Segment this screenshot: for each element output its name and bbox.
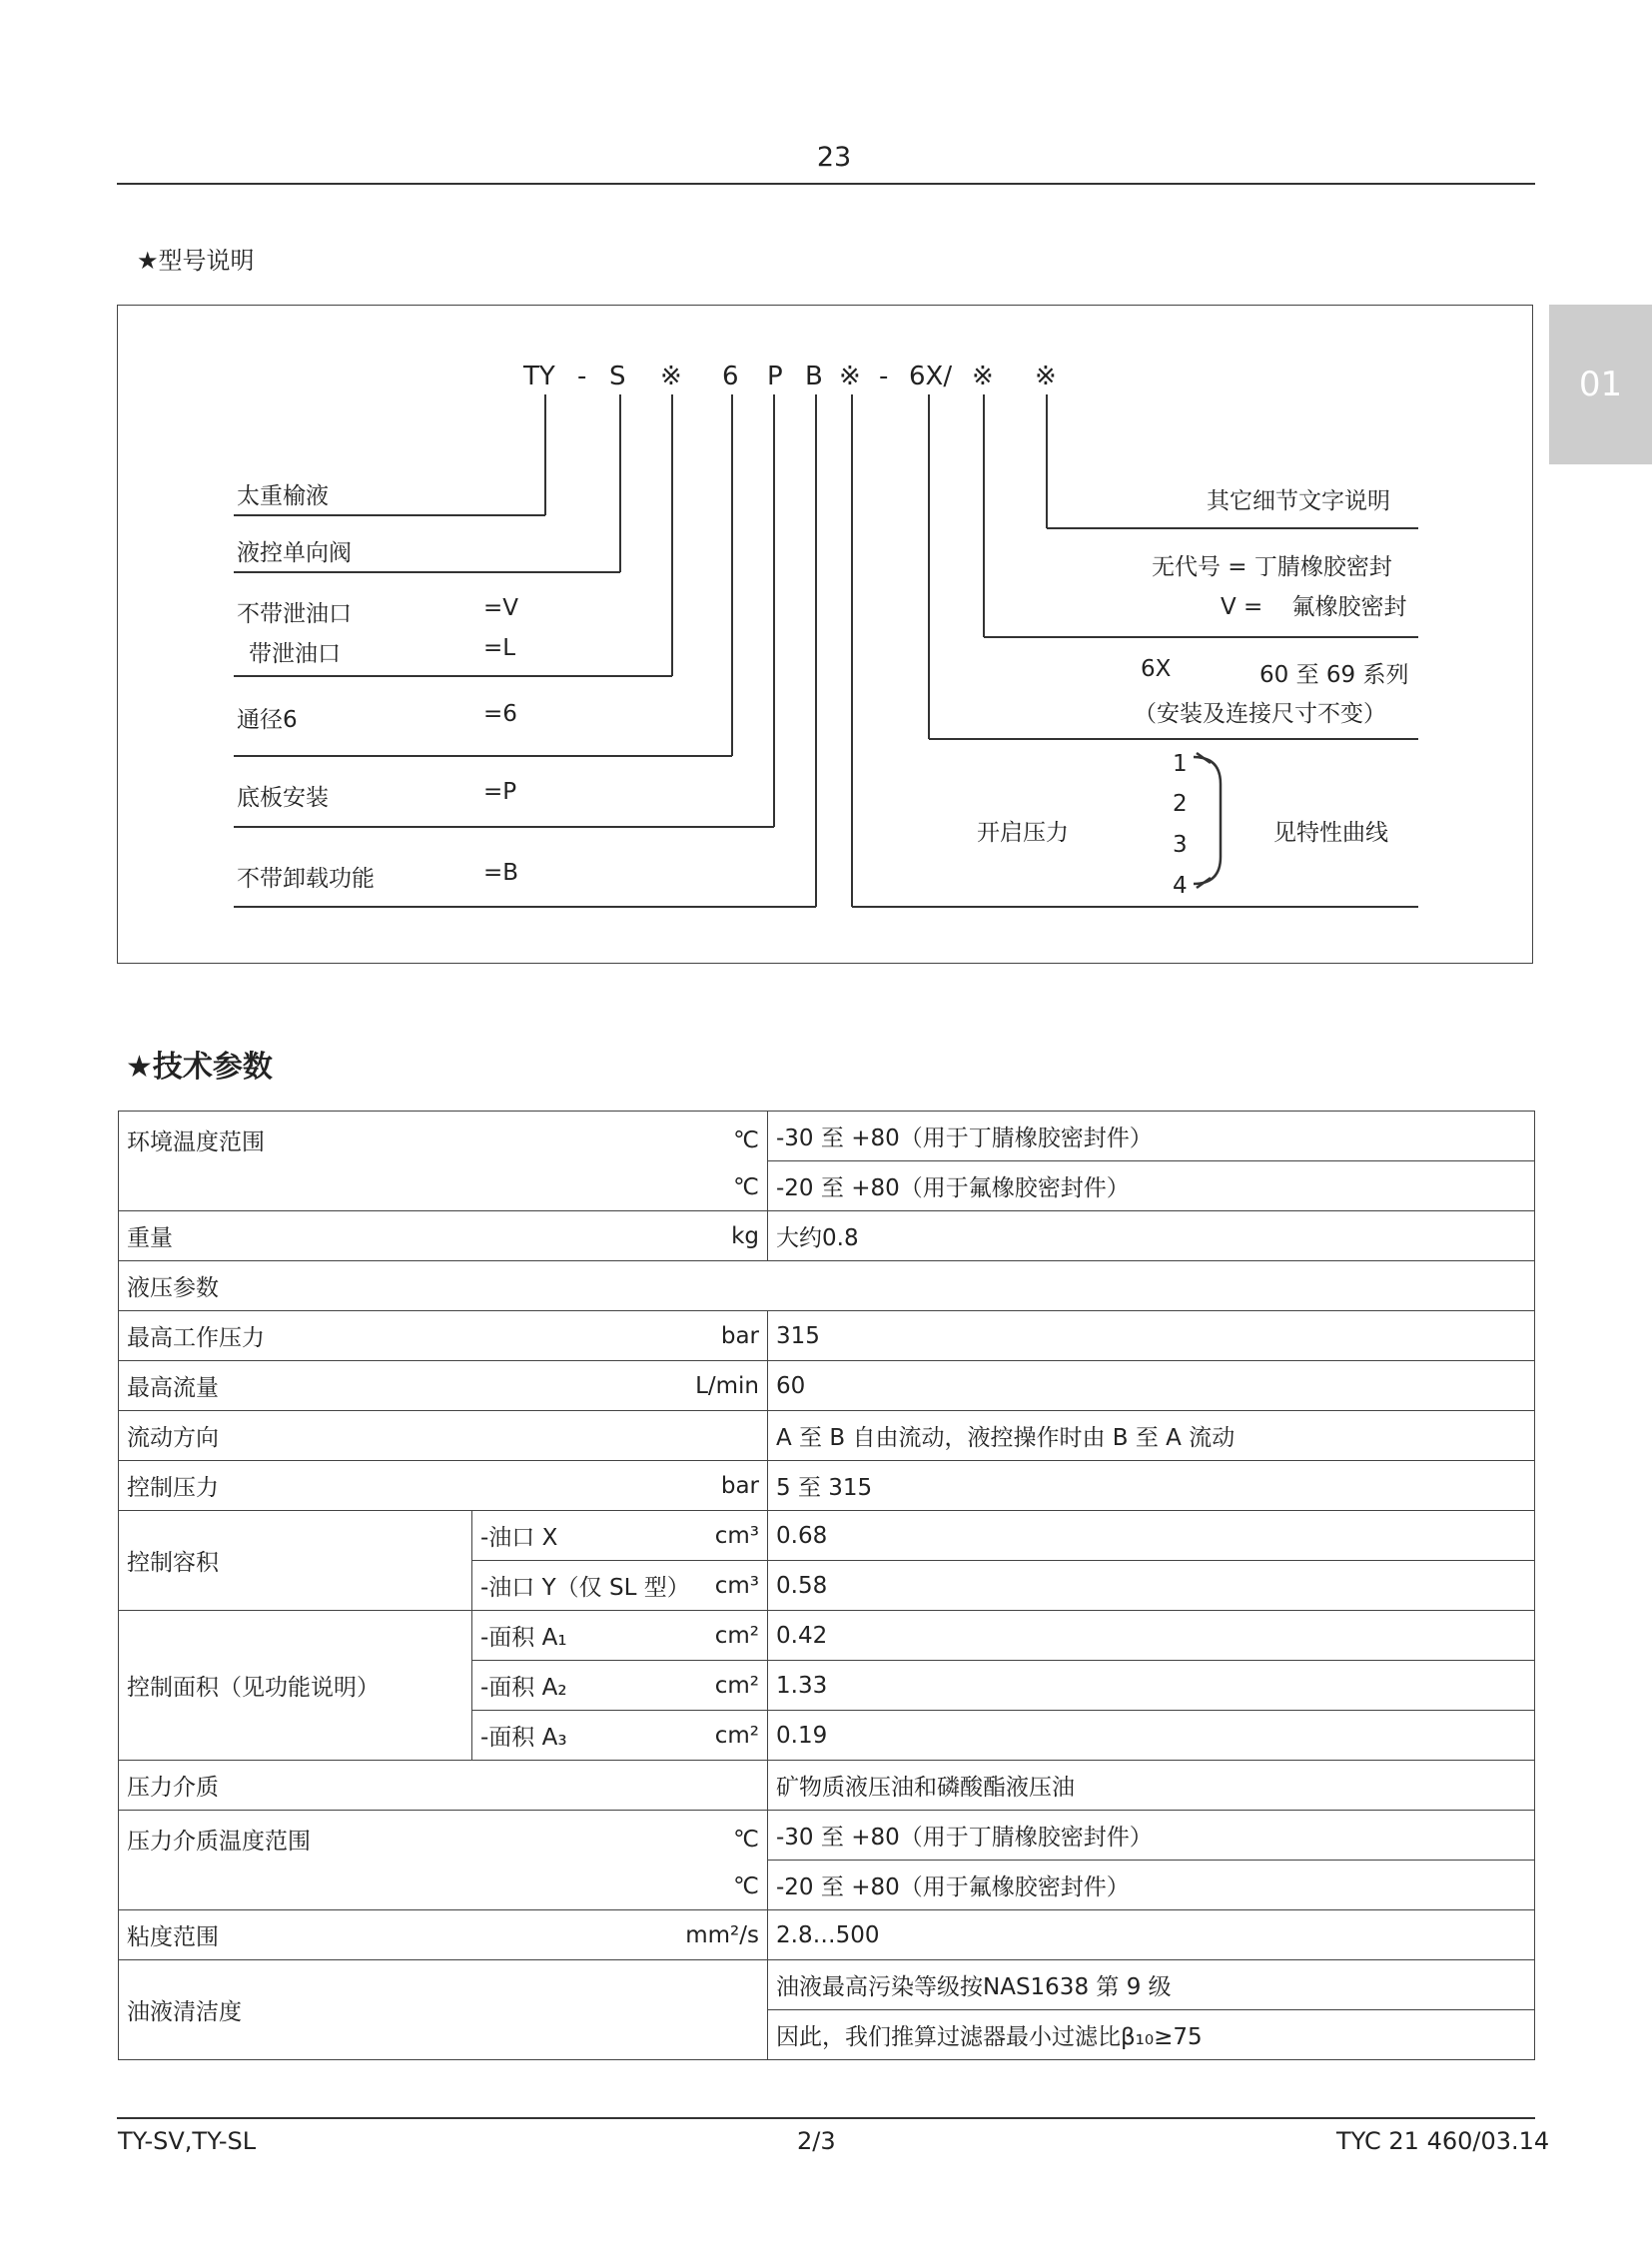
param-unit: cm³ [714, 1572, 759, 1599]
code-token-seal: ※ [972, 362, 994, 391]
code-token-ty: TY [523, 362, 555, 391]
table-row [119, 1811, 1535, 1861]
table-row [119, 1461, 1535, 1511]
param-unit: cm³ [714, 1522, 759, 1549]
param-value: 因此，我们推算过滤器最小过滤比β₁₀≥75 [768, 2010, 1535, 2060]
param-value: A 至 B 自由流动，液控操作时由 B 至 A 流动 [768, 1411, 1535, 1461]
param-sub-label: -面积 A₂ [480, 1675, 567, 1701]
label-valve-type: 液控单向阀 [237, 540, 352, 566]
param-sub-label: -油口 X [480, 1525, 558, 1551]
param-label: 流动方向 [119, 1411, 768, 1461]
param-value: 大约0.8 [768, 1211, 1535, 1261]
table-row [119, 1411, 1535, 1461]
param-unit: ℃ [733, 1873, 759, 1899]
footer-doc-id: TYC 21 460/03.14 [1336, 2127, 1550, 2155]
section-tab: 01 [1549, 305, 1652, 464]
pressure-option-1: 1 [1173, 751, 1188, 777]
code-token-drain: ※ [660, 362, 682, 391]
param-value: 2.8…500 [768, 1910, 1535, 1960]
param-value: -20 至 +80（用于氟橡胶密封件） [768, 1861, 1535, 1910]
label-no-drain: 不带泄油口 [237, 601, 352, 627]
param-unit: bar [720, 1322, 759, 1349]
table-row [119, 1511, 1535, 1561]
param-unit: ℃ [733, 1826, 759, 1853]
param-label: 控制面积（见功能说明） [119, 1611, 472, 1761]
tech-section-title: ★技术参数 [126, 1050, 273, 1085]
param-value: -30 至 +80（用于丁腈橡胶密封件） [768, 1112, 1535, 1161]
param-value: 60 [768, 1361, 1535, 1411]
value-unloading: =B [483, 860, 519, 886]
tech-params-table [118, 1111, 1535, 2060]
param-value: -20 至 +80（用于氟橡胶密封件） [768, 1161, 1535, 1211]
value-size: =6 [483, 701, 517, 727]
table-row [119, 1761, 1535, 1811]
param-unit: L/min [695, 1372, 759, 1399]
footer-page: 2/3 [797, 2127, 836, 2155]
param-value: 矿物质液压油和磷酸酯液压油 [768, 1761, 1535, 1811]
pressure-brace-icon [1194, 757, 1221, 884]
param-value: 0.58 [768, 1561, 1535, 1611]
param-value: 0.68 [768, 1511, 1535, 1561]
label-other-details: 其它细节文字说明 [1207, 488, 1390, 514]
code-token-dash2: - [879, 362, 889, 391]
param-unit: ℃ [733, 1126, 759, 1153]
code-token-s: S [609, 362, 626, 391]
param-sub-label: -油口 Y（仅 SL 型） [480, 1575, 690, 1601]
label-series-desc: 60 至 69 系列 [1259, 662, 1409, 688]
table-row [119, 1611, 1535, 1661]
param-label: 粘度范围 [127, 1924, 219, 1950]
footer-rule [117, 2117, 1535, 2119]
table-row [119, 1112, 1535, 1161]
label-with-drain: 带泄油口 [249, 641, 341, 667]
param-group-heading: 液压参数 [119, 1261, 1535, 1311]
label-see-curves: 见特性曲线 [1273, 820, 1388, 846]
param-sub-label: -面积 A₃ [480, 1725, 567, 1751]
param-value: 5 至 315 [768, 1461, 1535, 1511]
label-size: 通径6 [237, 707, 298, 733]
param-value: 0.42 [768, 1611, 1535, 1661]
param-unit: cm² [714, 1722, 759, 1749]
label-seal-nbr: 无代号 = 丁腈橡胶密封 [1152, 554, 1392, 580]
pressure-option-2: 2 [1173, 791, 1188, 817]
param-unit: mm²/s [685, 1921, 759, 1948]
code-token-dash: - [577, 362, 587, 391]
param-unit: cm² [714, 1672, 759, 1699]
param-value: 油液最高污染等级按NAS1638 第 9 级 [768, 1960, 1535, 2010]
param-value: 315 [768, 1311, 1535, 1361]
table-row [119, 1960, 1535, 2010]
code-token-pressure: ※ [839, 362, 861, 391]
model-section-title: ★型号说明 [137, 247, 255, 275]
value-with-drain: =L [483, 635, 516, 661]
table-row [119, 1361, 1535, 1411]
param-label: 控制容积 [119, 1511, 472, 1611]
code-token-b: B [805, 362, 823, 391]
footer-model: TY-SV,TY-SL [118, 2127, 257, 2155]
pressure-option-4: 4 [1173, 873, 1188, 899]
param-unit: bar [720, 1472, 759, 1499]
value-no-drain: =V [483, 595, 519, 621]
param-value: 0.19 [768, 1711, 1535, 1761]
param-label: 压力介质温度范围 [127, 1829, 311, 1855]
value-mounting: =P [483, 779, 517, 805]
code-token-series: 6X/ [909, 362, 953, 391]
param-unit: kg [731, 1222, 759, 1249]
param-label: 最高工作压力 [127, 1325, 265, 1351]
table-row [119, 1211, 1535, 1261]
label-unloading: 不带卸载功能 [237, 866, 375, 892]
label-brand: 太重榆液 [237, 483, 329, 509]
label-cracking-pressure: 开启压力 [977, 820, 1069, 846]
param-label: 油液清洁度 [119, 1960, 768, 2060]
code-token-size: 6 [722, 362, 739, 391]
param-label: 控制压力 [127, 1475, 219, 1501]
table-row [119, 1311, 1535, 1361]
label-seal-fkm: V = 氟橡胶密封 [1221, 594, 1407, 620]
label-mounting: 底板安装 [237, 785, 329, 811]
page-number: 23 [816, 142, 852, 173]
label-series-code: 6X [1141, 656, 1172, 682]
code-token-p: P [767, 362, 783, 391]
param-sub-label: -面积 A₁ [480, 1625, 567, 1651]
param-label: 重量 [127, 1225, 173, 1251]
pressure-option-3: 3 [1173, 832, 1188, 858]
table-row [119, 1910, 1535, 1960]
param-unit: cm² [714, 1622, 759, 1649]
param-unit: ℃ [733, 1174, 759, 1200]
param-value: -30 至 +80（用于丁腈橡胶密封件） [768, 1811, 1535, 1861]
table-row [119, 1261, 1535, 1311]
code-token-other: ※ [1035, 362, 1057, 391]
param-label: 环境温度范围 [127, 1129, 265, 1155]
param-label: 最高流量 [127, 1375, 219, 1401]
param-value: 1.33 [768, 1661, 1535, 1711]
label-series-note: （安装及连接尺寸不变） [1134, 701, 1386, 727]
param-label: 压力介质 [119, 1761, 768, 1811]
